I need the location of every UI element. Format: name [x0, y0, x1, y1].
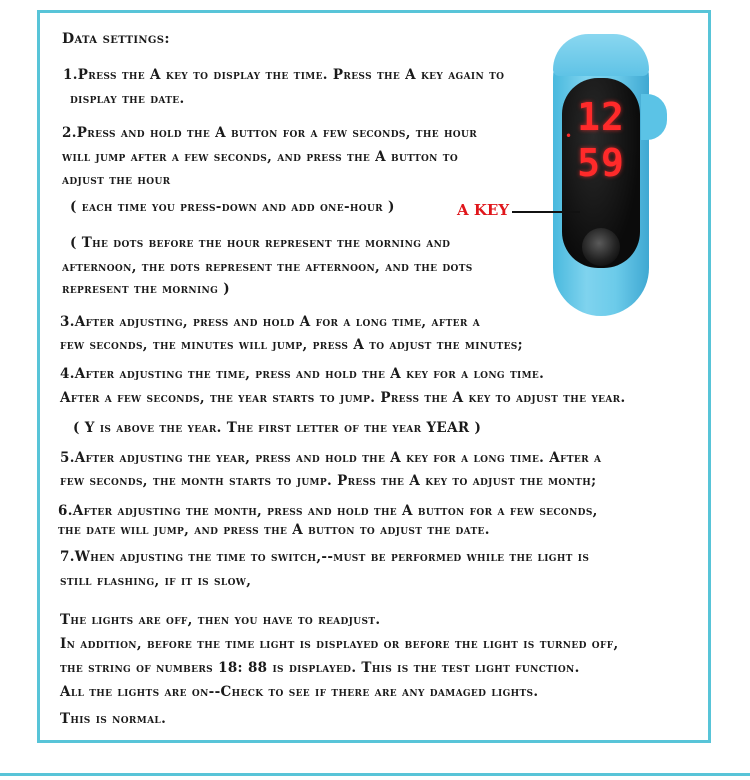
instruction-line: 1.Press the A key to display the time. Press the A key again to [63, 67, 505, 83]
instruction-line: This is normal. [60, 711, 167, 727]
instruction-line: 2.Press and hold the A button for a few seconds, the hour [62, 125, 478, 141]
instruction-line: still flashing, if it is slow, [60, 573, 252, 589]
instruction-line: display the date. [70, 91, 185, 107]
instruction-line: adjust the hour [62, 172, 171, 188]
instruction-line: After a few seconds, the year starts to jump. Press the A key to adjust the year. [60, 390, 626, 406]
instruction-line: ( The dots before the hour represent the morning and [70, 235, 451, 251]
a-key-pointer-line [512, 211, 580, 213]
instruction-line: few seconds, the minutes will jump, press A to adjust the minutes; [60, 337, 523, 353]
instruction-line: ( each time you press-down and add one-hour ) [70, 199, 395, 215]
led-hour: 12 [577, 95, 625, 139]
watch-band-tip [553, 34, 649, 76]
instruction-line: afternoon, the dots represent the afternoon, and the dots [62, 259, 473, 275]
watch-band-lug [641, 94, 667, 140]
instruction-line: 4.After adjusting the time, press and hold the A key for a long time. [60, 366, 545, 382]
watch-illustration [545, 34, 675, 319]
bottom-divider [0, 773, 750, 776]
instruction-line: The lights are off, then you have to readjust. [60, 612, 381, 628]
instruction-line: will jump after a few seconds, and press the A button to [62, 149, 459, 165]
instruction-line: the date will jump, and press the A button to adjust the date. [58, 522, 490, 538]
instruction-line: the string of numbers 18: 88 is displayed. This is the test light function. [60, 660, 580, 676]
instruction-line: ( Y is above the year. The first letter of the year YEAR ) [73, 420, 482, 436]
a-key-label: A KEY [457, 201, 510, 219]
instruction-line: In addition, before the time light is displayed or before the light is turned off, [60, 636, 619, 652]
instruction-line: 7.When adjusting the time to switch,--must be performed while the light is [60, 549, 590, 565]
instruction-line: 5.After adjusting the year, press and hold the A key for a long time. After a [60, 450, 602, 466]
led-display [562, 94, 640, 186]
instruction-line: few seconds, the month starts to jump. Press the A key to adjust the month; [60, 473, 597, 489]
instruction-line: represent the morning ) [62, 281, 230, 297]
instruction-line: 3.After adjusting, press and hold A for a long time, after a [60, 314, 481, 330]
instruction-line: 6.After adjusting the month, press and hold the A button for a few seconds, [58, 503, 598, 519]
a-key-button [582, 228, 620, 266]
instruction-line: All the lights are on--Check to see if there are any damaged lights. [60, 684, 539, 700]
doc-heading: Data settings: [62, 31, 170, 47]
led-minute: 59 [577, 141, 625, 185]
led-dots-icon: • [565, 129, 573, 143]
